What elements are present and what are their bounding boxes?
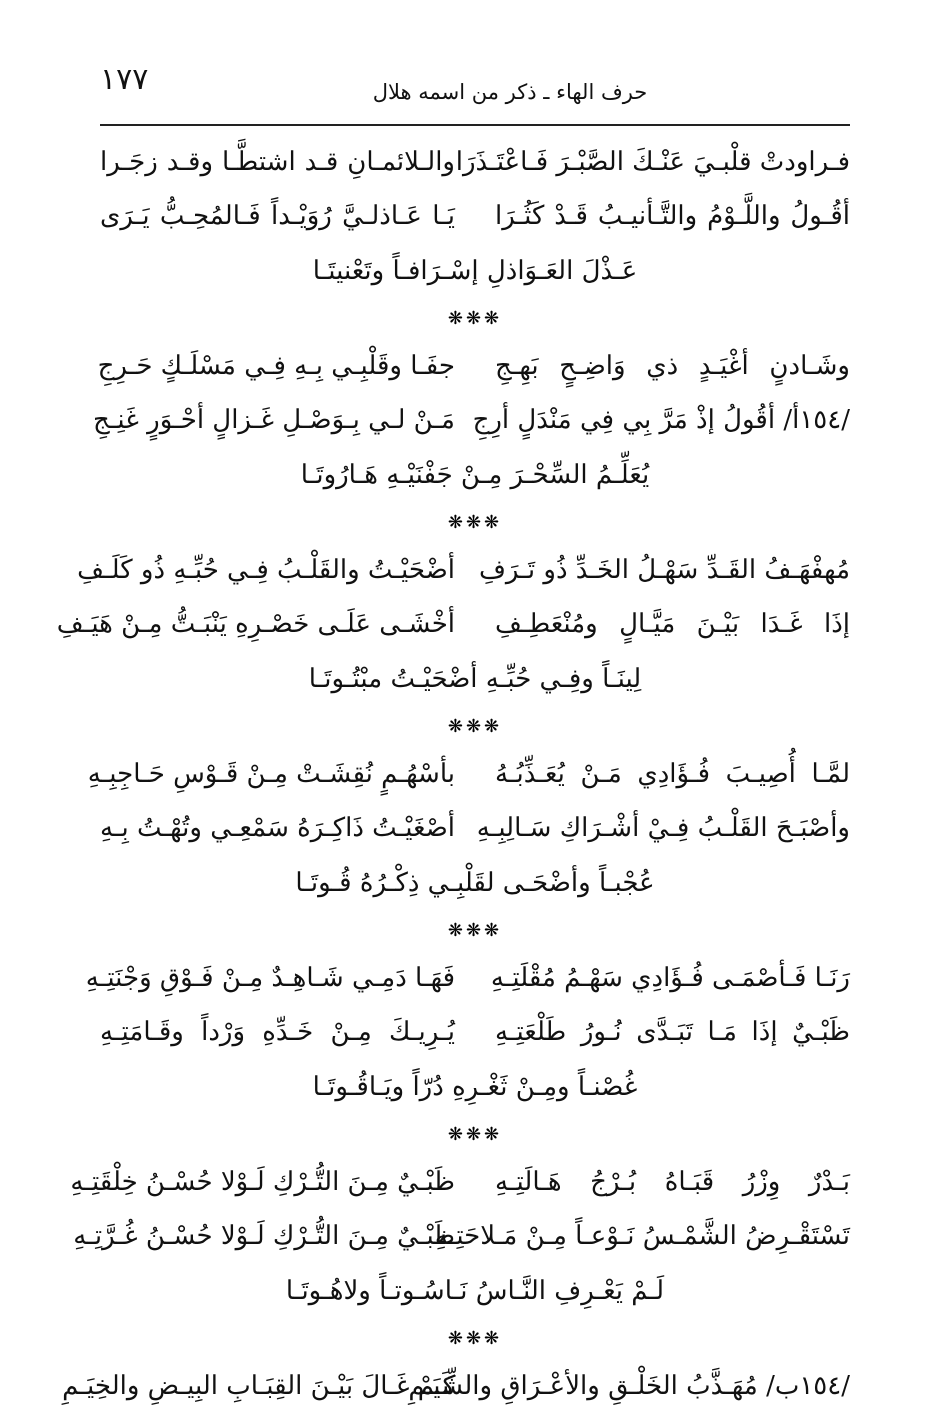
second-hemistich: والـلائمـانِ قـد اشتطَّـا وقـد زجَـرا [100,147,455,177]
first-hemistich: أقُـولُ واللَّـوْمُ والتَّـأنيـبُ قَـدْ كَثُـرَا [495,201,850,231]
second-hemistich: جفَـا وقَلْبِـي بِـهِ فِـي مَسْلَـكٍ حَـرِجِ [97,351,455,381]
verse-line [77,543,850,597]
stanza [70,1155,850,1319]
second-hemistich: يُـرِيـكَ مِـنْ خَـدِّهِ وَرْداً وقَـامَتِـهِ [100,1017,455,1047]
first-hemistich: مُهفْهَـفُ القَـدِّ سَهْـلُ الخَـدِّ ذُو تَـرَفِ [478,555,850,585]
first-hemistich: وأصْبَـحَ القَلْـبُ فِـيْ أشْـرَاكِ سَـالِبِـهِ [476,813,850,843]
refrain-line: عُجْبـاً وأضْحَـى لقَلْبِـي ذِكْـرُهُ قُـوتَـا [295,868,655,898]
first-hemistich: /١٥٤أ/ أقُولُ إذْ مَرَّ بِي فِي مَنْدَلٍ أرِجِ [472,405,850,435]
second-hemistich: أخْشَـى عَلَـى خَصْـرِهِ يَنْبَـتُّ مِـنْ هَيَـفِ [56,609,455,639]
verse-line [100,1005,850,1059]
second-hemistich: كَـمْ غَـالَ بَيْـنَ القِبَـابِ البِيـضِ والخِيَـمِ [62,1371,455,1401]
verse-line [73,1209,850,1263]
refrain-line: لِينَـاً وفِـي حُبِّـهِ أضْحَيْـتُ مبْتُـوتَـا [308,664,642,694]
verse-line [87,747,850,801]
first-hemistich: ظَبْـيٌ إذَا مَـا تَبَـدَّى نُـورُ طَلْعَتِـهِ [495,1017,850,1047]
verse-line [97,339,850,393]
stanza-separator: ❋❋❋ [447,512,503,533]
stanza [85,951,850,1115]
first-hemistich: تَسْتَقْـرِضُ الشَّمْـسُ نَـوْعـاً مِـنْ مَـلاحَتِـهِ [434,1221,850,1251]
second-hemistich: بأسْهُـمٍ نُقِشَـتْ مِـنْ قَـوْسِ حَـاجِبِـهِ [87,759,455,789]
first-hemistich: /١٥٤ب/ مُهَـذَّبُ الخَلْـقِ والأعْـرَاقِ والشِّيَـمِ [408,1371,850,1401]
second-hemistich: مَـنْ لـي بِـوَصْـلِ غَـزالٍ أحْـوَرٍ غَنِـجِ [93,405,455,435]
stanza [100,135,850,299]
page-number: ١٧٧ [100,62,149,97]
stanza-separator: ❋❋❋ [447,920,503,941]
second-hemistich: ظَبْـيٌ مِـنَ التُّـرْكِ لَـوْلا حُسْـنُ خِلْقَتِـهِ [70,1167,455,1197]
stanza-separator: ❋❋❋ [447,716,503,737]
stanza-separator: ❋❋❋ [447,1124,503,1145]
second-hemistich: فَهَـا دَمِـي شَـاهِـدٌ مِـنْ فَـوْقِ وَجْنَتِـهِ [85,963,455,993]
first-hemistich: رَنَـا فَـأصْمَـى فُـؤَادِي سَهْـمُ مُقْلَتِـهِ [490,963,850,993]
verse-line [100,189,850,243]
first-hemistich: إذَا غَـدَا بَيْـنَ مَيَّـالٍ ومُنْعَطِـفِ [495,609,850,639]
refrain-line: غُصْنـاً ومِـنْ ثَغْـرِهِ دُرّاً ويَـاقُـوتَـا [312,1072,638,1102]
verse-line [70,1155,850,1209]
second-hemistich: يَـا عَـاذلـيَّ رُوَيْـداً فَـالمُحِـبُّ يَـرَى [100,201,455,231]
first-hemistich: بَـدْرٌ وِزْرُ قَبَـاهُ بُـرْجُ هَـالَتِـهِ [495,1167,850,1197]
verse-line [56,597,850,651]
second-hemistich: أصْغَيْـتُ ذَاكِـرَهُ سَمْعِـي وتُهْـتُ بِـهِ [99,813,455,843]
verse-line [100,801,850,855]
first-hemistich: لمَّـا أُصِيـبَ فُـؤَادِي مَـنْ يُعَـذِّبُـهُ [495,759,850,789]
running-head: حرف الهاء ـ ذكر من اسمه هلال [372,80,648,104]
final-verse-line [62,1359,850,1413]
stanza-separator: ❋❋❋ [447,1328,503,1349]
refrain-line: يُعَلِّـمُ السِّحْـرَ مِـنْ جَفْنَيْـهِ هَـارُوتَـا [300,460,650,490]
header-rule [100,124,850,126]
refrain-line: لَـمْ يَعْـرِفِ النَّـاسُ نَـاسُـوتـاً ولاهُـوتَـا [285,1276,665,1306]
stanza [87,747,850,911]
poem-body [56,135,850,1413]
refrain-line: عَـذْلَ العَـوَاذلِ إسْـرَافـاً وتَعْنيتَـا [312,256,638,286]
verse-line [85,951,850,1005]
stanza-separator: ❋❋❋ [447,308,503,329]
stanza [56,543,850,707]
first-hemistich: فـراودتْ قلْبـيَ عَنْـكَ الصَّبْـرَ فَـاعْتَـذَرَا [455,147,850,177]
verse-line [93,393,850,447]
second-hemistich: ظَبْـيٌ مِـنَ التُّـرْكِ لَـوْلا حُسْـنُ غُـرَّتِـهِ [73,1221,455,1251]
verse-line [100,135,850,189]
page-header [100,62,850,112]
first-hemistich: وشَـادنٍ أغْيَـدٍ ذي وَاضِـحٍ بَهِـجِ [495,351,850,381]
stanza [93,339,850,503]
second-hemistich: أضْحَيْـتُ والقَلْـبُ فِـي حُبِّـهِ ذُو كَلَـفِ [77,555,455,585]
